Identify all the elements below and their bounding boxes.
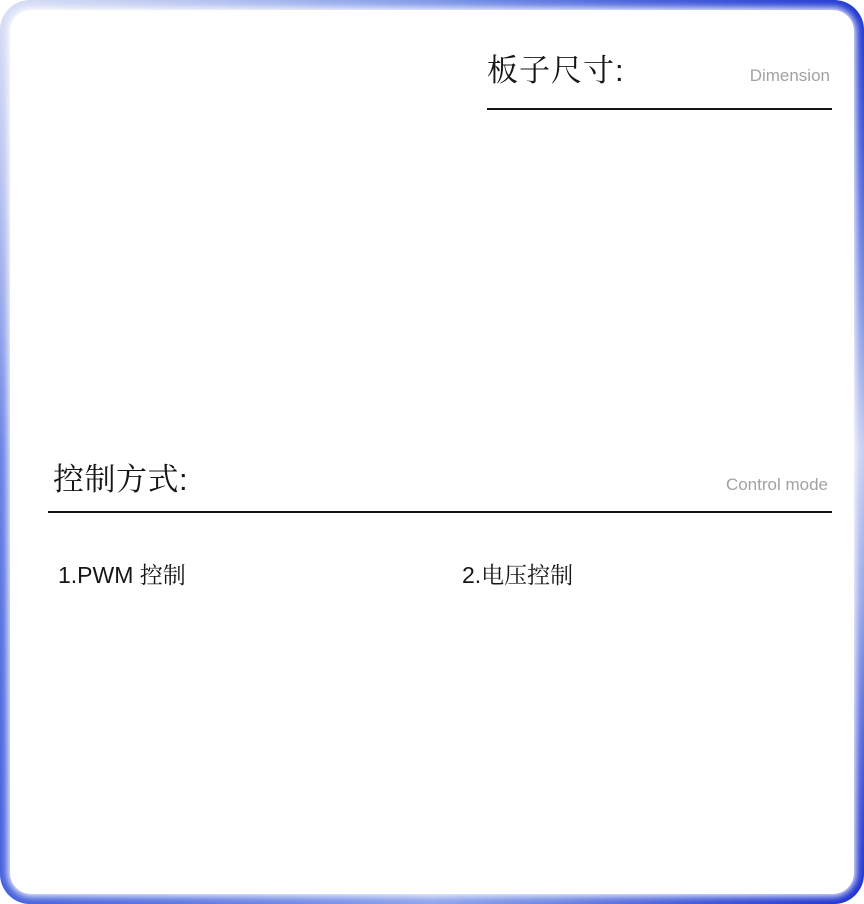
section-dimension-header xyxy=(487,54,832,88)
section-control-mode-subtitle: Control mode xyxy=(725,475,828,494)
section-dimension-divider xyxy=(487,108,832,110)
control-mode-item-pwm: 1.PWM 控制 xyxy=(58,562,186,588)
section-control-mode-header xyxy=(48,463,832,497)
section-control-mode xyxy=(48,463,832,513)
section-control-mode-divider xyxy=(48,511,832,513)
section-dimension-subtitle: Dimension xyxy=(749,66,830,85)
control-mode-item-voltage: 2.电压控制 xyxy=(462,562,574,588)
section-dimension xyxy=(487,54,832,110)
product-card-surface xyxy=(10,10,854,894)
section-dimension-title: 板子尺寸: xyxy=(487,53,625,88)
section-control-mode-title: 控制方式: xyxy=(53,462,189,497)
control-mode-items xyxy=(10,563,864,589)
